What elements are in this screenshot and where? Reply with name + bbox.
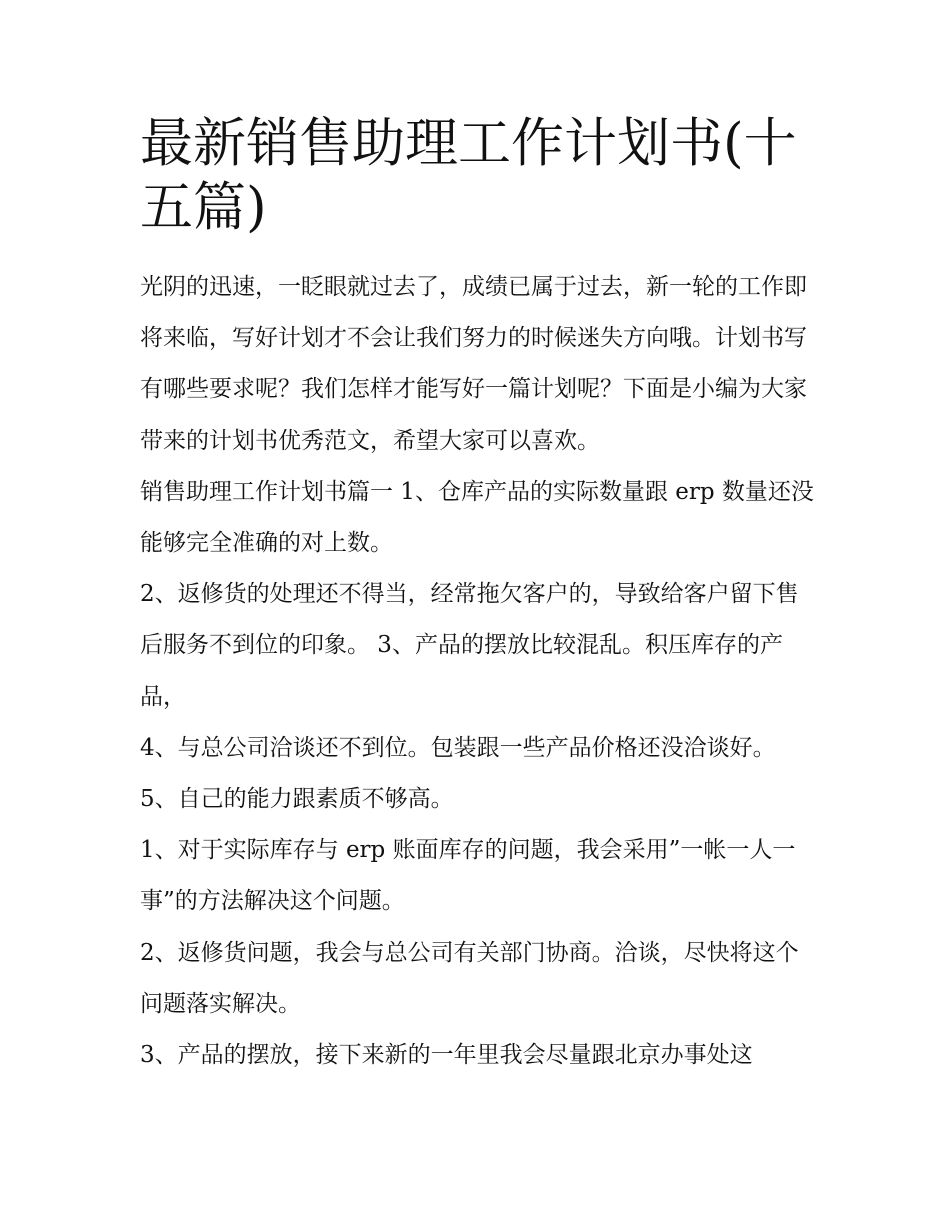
paragraph-4: 1、对于实际库存与 erp 账面库存的问题，我会采用”一帐一人一事”的方法解决这个问题。 xyxy=(140,837,796,915)
paragraph-5: 2、返修货问题，我会与总公司有关部门协商。洽谈，尽快将这个问题落实解决。 xyxy=(140,939,799,1017)
paragraph-1: 销售助理工作计划书篇一 1、仓库产品的实际数量跟 erp 数量还没能够完全准确的对上数。 xyxy=(140,478,814,557)
document-title: 最新销售助理工作计划书(十五篇) xyxy=(140,113,797,238)
paragraph-6: 3、产品的摆放，接下来新的一年里我会尽量跟北京办事处这 xyxy=(140,1042,753,1069)
paragraph-3: 4、与总公司洽谈还不到位。包装跟一些产品价格还没洽谈好。 5、自己的能力跟素质不够高。 xyxy=(140,734,776,813)
paragraph-2: 2、返修货的处理还不得当，经常拖欠客户的，导致给客户留下售后服务不到位的印象。 3、产品的摆放比较混乱。积压库存的产品， xyxy=(140,581,799,710)
paragraph-intro: 光阴的迅速，一眨眼就过去了，成绩已属于过去，新一轮的工作即将来临，写好计划才不会让我们努力的时候迷失方向哦。计划书写有哪些要求呢？我们怎样才能写好一篇计划呢？下面是小编为大家带来的计划书优秀范文，希望大家可以喜欢。 xyxy=(140,274,807,454)
